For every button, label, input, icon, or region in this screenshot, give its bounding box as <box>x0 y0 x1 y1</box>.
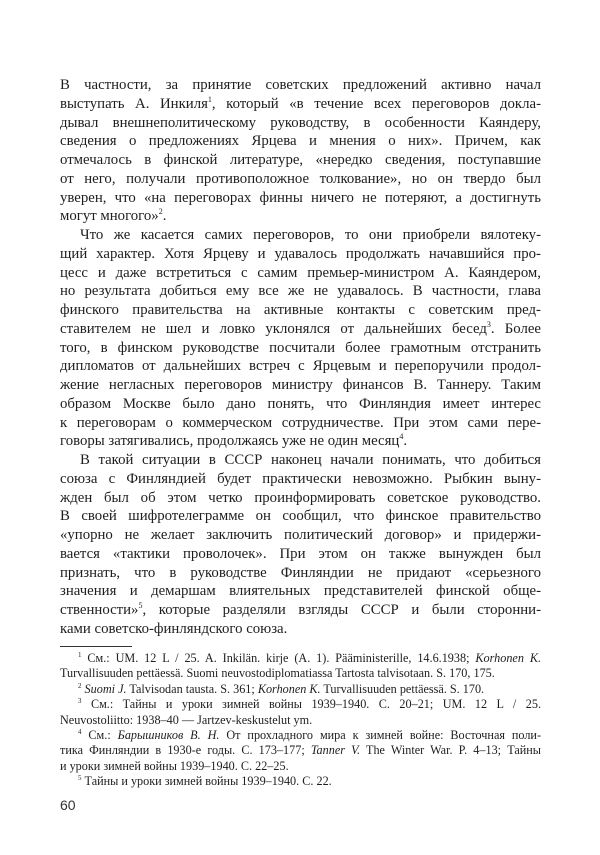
text-segment: выступать А. Инкиля <box>60 95 208 112</box>
text-line <box>60 76 541 95</box>
text-line <box>60 114 541 133</box>
text-segment: Neuvostoliitto: 1938–40 — Jartzev-keskustelut ym. <box>60 712 313 727</box>
footnotes <box>60 651 541 790</box>
footnote-marker: 1 <box>207 94 212 104</box>
text-segment: . Более <box>490 320 541 337</box>
text-line <box>60 339 541 358</box>
footnote-marker: 3 <box>486 319 491 329</box>
footnote-line <box>60 682 541 697</box>
text-segment: значения и демаршам влиятельных представителей финской обще- <box>60 583 541 600</box>
text-segment: к переговорам о коммерческом сотрудничестве. При этом сами пере- <box>60 414 541 431</box>
text-segment: отмечалось в финской литературе, «нередко сведения, поступавшие <box>60 152 541 168</box>
text-segment: ставителем не шел и ловко уклонялся от дальнейших бесед <box>60 320 487 337</box>
text-line <box>60 545 541 564</box>
footnote-line <box>60 713 541 728</box>
text-line <box>60 451 541 470</box>
text-segment: признать, что в руководстве Финляндии не придают «серьезного <box>60 564 541 581</box>
text-segment: дывал внешнеполитическому руководству, в особенности Каяндеру, <box>60 114 541 131</box>
text-segment: ками советско-финляндского союза. <box>60 620 288 637</box>
text-line <box>60 226 541 245</box>
text-segment: уверен, что «на переговорах финны ничего не потеряют, а достигнуть <box>60 189 541 206</box>
footnote-line <box>60 774 541 789</box>
text-segment: Talvisodan tausta. S. 361; <box>126 681 258 696</box>
text-segment: говоры затягивались, продолжаясь уже не один месяц <box>60 433 400 450</box>
text-line <box>60 432 541 451</box>
footnote-marker: 5 <box>138 601 143 611</box>
text-segment: Тайны и уроки зимней войны 1939–1940. С. 22. <box>81 774 332 789</box>
text-line <box>60 564 541 583</box>
text-line <box>60 207 541 226</box>
footnote-separator <box>60 646 132 647</box>
text-line <box>60 414 541 433</box>
text-line <box>60 582 541 601</box>
text-line <box>60 264 541 283</box>
footnote-marker: 4 <box>399 432 404 442</box>
text-segment: сведения о предложениях Ярцева и мнения о них». Причем, как <box>60 133 541 150</box>
footnote-line <box>60 651 541 666</box>
text-line <box>60 320 541 339</box>
text-segment: ственности» <box>60 602 139 618</box>
text-segment: Turvallisuuden pettäessä. Suomi neuvostodiplomatiassa Tartosta talvisotaan. S. 170, 175. <box>60 666 495 681</box>
text-line <box>60 395 541 414</box>
footnote-marker: 3 <box>78 697 82 706</box>
text-line <box>60 95 541 114</box>
text-segment: и уроки зимней войны 1939–1940. С. 22–25. <box>60 758 289 773</box>
text-segment: тика Финляндии в 1930-е годы. С. 173–177; <box>60 743 311 758</box>
text-line <box>60 151 541 170</box>
text-line <box>60 357 541 376</box>
text-segment: Turvallisuuden pettäessä. S. 170. <box>320 681 485 696</box>
footnote-line <box>60 759 541 774</box>
italic-author: Korhonen K. <box>257 681 321 696</box>
text-line <box>60 620 541 639</box>
text-segment: цесс и даже встретиться с самим премьер-министром А. Каяндером, <box>60 264 541 281</box>
text-segment: жение негласных переговоров министру финансов В. Таннеру. Таким <box>60 377 541 393</box>
text-segment: «упорно не желает заключить политический договор» и придержи- <box>60 527 541 543</box>
footnote-marker: 2 <box>158 207 163 217</box>
text-line <box>60 601 541 620</box>
text-segment: См.: Тайны и уроки зимней войны 1939–1940. С. 20–21; UM. 12 L / 25. <box>81 697 541 712</box>
text-segment: вается «тактики проволочек». При этом он также вынужден был <box>60 545 541 562</box>
text-segment: От прохладного мира к зимней войне: Восточная поли- <box>219 727 541 742</box>
italic-author: Korhonen K. <box>475 651 541 665</box>
footnote-line <box>60 697 541 712</box>
text-segment: В своей шифротелеграмме он сообщил, что финское правительство <box>60 508 541 525</box>
text-line <box>60 189 541 208</box>
text-segment: но результата добиться ему все же не удавалось. В частности, глава <box>60 283 541 300</box>
text-segment: жден был об этом четко проинформировать советское руководство. <box>60 489 541 506</box>
italic-author: Suomi J. <box>84 681 127 696</box>
text-segment: Что же касается самих переговоров, то они приобрели вялотеку- <box>80 227 541 243</box>
text-segment: В частности, за принятие советских предложений активно начал <box>60 77 541 93</box>
text-segment: , которые разделяли взгляды СССР и были сторонни- <box>142 602 541 618</box>
text-segment: могут многого» <box>60 208 159 225</box>
text-segment: союза с Финляндией будет практически невозможно. Рыбкин выну- <box>60 470 541 487</box>
footnote-marker: 2 <box>78 681 82 690</box>
footnote-line <box>60 743 541 758</box>
body-text <box>60 76 541 639</box>
footnote-marker: 4 <box>78 727 82 736</box>
text-line <box>60 282 541 301</box>
text-line <box>60 376 541 395</box>
footnote-line <box>60 728 541 743</box>
text-segment: дипломатов от дальнейших встреч с Ярцевым и перепоручили продол- <box>60 358 541 375</box>
text-segment: щий характер. Хотя Ярцеву и удавалось продолжать начавшийся про- <box>60 245 541 262</box>
text-segment: , который «в течение всех переговоров докла- <box>211 95 541 112</box>
footnote-marker: 5 <box>78 774 82 783</box>
italic-author: Барышников В. Н. <box>117 727 220 742</box>
text-segment: того, в финском руководстве посчитали более грамотным отстранить <box>60 339 541 356</box>
text-segment: . <box>162 208 167 225</box>
text-line <box>60 170 541 189</box>
text-line <box>60 132 541 151</box>
page-number: 60 <box>60 797 76 813</box>
text-line <box>60 301 541 320</box>
italic-author: Tanner V. <box>310 743 361 758</box>
text-line <box>60 470 541 489</box>
text-segment: The Winter War. P. 4–13; Тайны <box>360 743 541 758</box>
text-segment: См.: UM. 12 L / 25. A. Inkilän. kirje (A. 1). Pääministerille, 14.6.1938; <box>81 651 476 665</box>
text-line <box>60 526 541 545</box>
text-segment: образом Москве было дано понять, что Финляндия имеет интерес <box>60 395 541 412</box>
footnote-marker: 1 <box>78 651 82 659</box>
text-line <box>60 489 541 508</box>
text-line <box>60 245 541 264</box>
text-segment: финского правительства на активные контакты с советским пред- <box>60 302 541 318</box>
text-segment: от него, получали противоположное толкование», но он твердо был <box>60 170 541 187</box>
text-line <box>60 507 541 526</box>
footnote-line <box>60 666 541 681</box>
text-segment: В такой ситуации в СССР наконец начали понимать, что добиться <box>80 452 541 468</box>
text-segment: См.: <box>81 727 118 742</box>
text-segment: . <box>403 433 408 450</box>
